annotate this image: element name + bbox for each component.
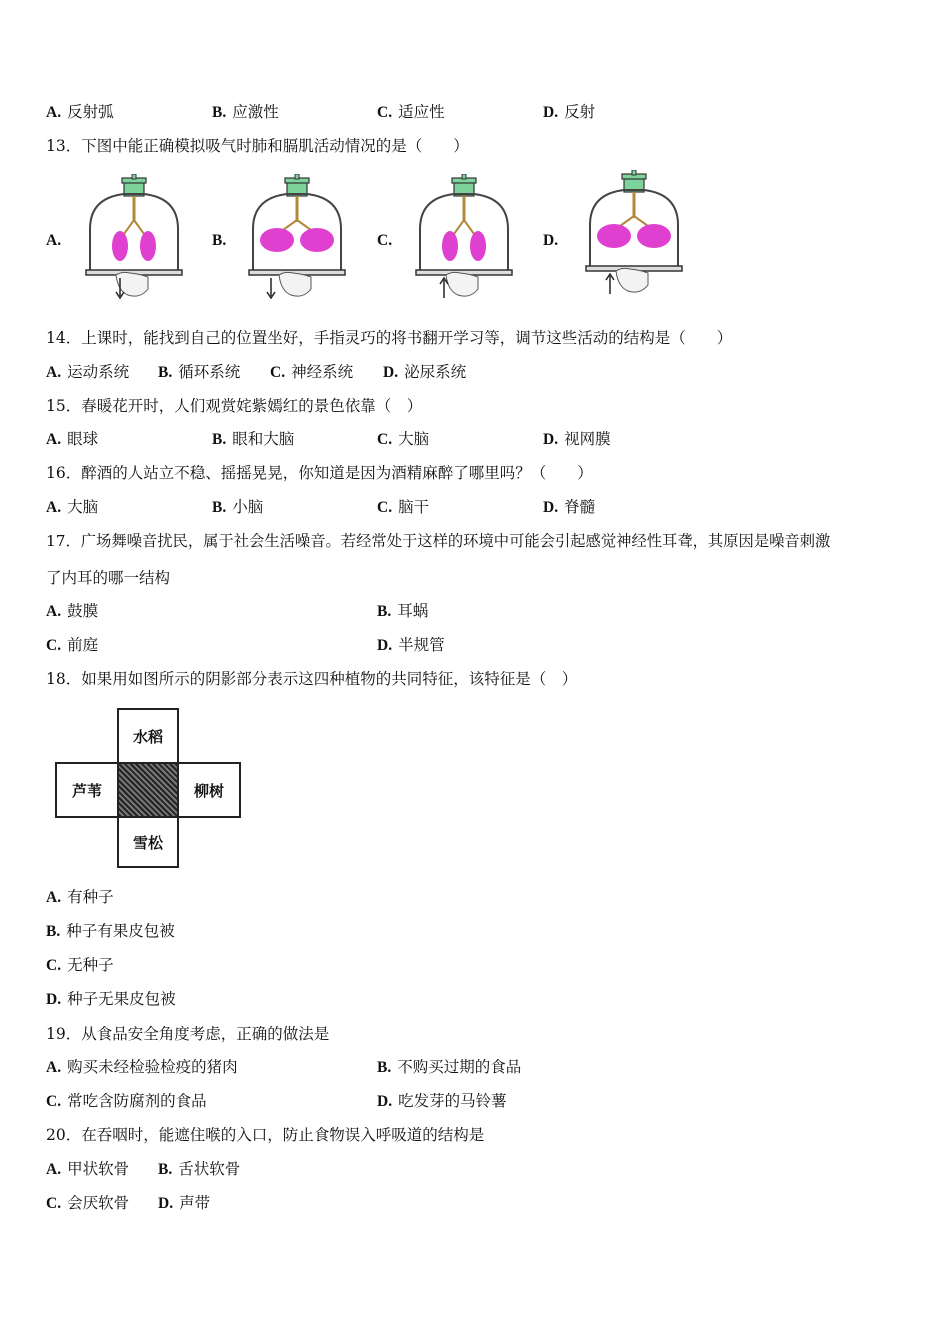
q20-option-c[interactable]: C. 会厌软骨 <box>46 1194 130 1212</box>
q12-option-a[interactable]: A. 反射弧 <box>46 103 114 121</box>
q17-option-a[interactable]: A. 鼓膜 <box>46 602 99 620</box>
q19-option-d[interactable]: D. 吃发芽的马铃薯 <box>377 1092 507 1110</box>
q14-stem: 14．上课时，能找到自己的位置坐好，手指灵巧的将书翻开学习等，调节这些活动的结构是（ ） <box>46 329 733 347</box>
bell-jar-diagram-c[interactable] <box>410 174 520 304</box>
q18-option-c[interactable]: C. 无种子 <box>46 956 114 974</box>
plant-feature-cross-diagram <box>55 708 241 868</box>
diagram-cell-bottom: 雪松 <box>117 816 179 868</box>
q15-option-d[interactable]: D. 视网膜 <box>543 430 611 448</box>
q20-stem: 20．在吞咽时，能遮住喉的入口，防止食物误入呼吸道的结构是 <box>46 1126 485 1144</box>
q19-option-a[interactable]: A. 购买未经检验检疫的猪肉 <box>46 1058 238 1076</box>
diagram-cell-top: 水稻 <box>117 708 179 764</box>
q14-option-d[interactable]: D. 泌尿系统 <box>383 363 467 381</box>
q14-option-c[interactable]: C. 神经系统 <box>270 363 354 381</box>
q15-option-b[interactable]: B. 眼和大脑 <box>212 430 295 448</box>
q12-option-d[interactable]: D. 反射 <box>543 103 596 121</box>
q18-option-b[interactable]: B. 种子有果皮包被 <box>46 922 175 940</box>
q17-stem-line-1: 17．广场舞噪音扰民，属于社会生活噪音。若经常处于这样的环境中可能会引起感觉神经性耳聋，其原因是噪音刺激 <box>46 532 831 550</box>
q18-stem: 18．如果用如图所示的阴影部分表示这四种植物的共同特征，该特征是（ ） <box>46 670 578 688</box>
q15-option-a[interactable]: A. 眼球 <box>46 430 99 448</box>
q17-stem-line-2: 了内耳的哪一结构 <box>46 569 171 587</box>
q17-option-b[interactable]: B. 耳蜗 <box>377 602 429 620</box>
q16-option-a[interactable]: A. 大脑 <box>46 498 99 516</box>
diagram-cell-left: 芦苇 <box>55 762 119 818</box>
q15-stem: 15．春暖花开时，人们观赏姹紫嫣红的景色依靠（ ） <box>46 397 423 415</box>
q15-option-c[interactable]: C. 大脑 <box>377 430 430 448</box>
q16-option-b[interactable]: B. 小脑 <box>212 498 264 516</box>
q12-option-b[interactable]: B. 应激性 <box>212 103 279 121</box>
q13-option-a-label[interactable]: A. <box>46 232 62 249</box>
q14-option-b[interactable]: B. 循环系统 <box>158 363 241 381</box>
q13-option-c-label[interactable]: C. <box>377 232 393 249</box>
q14-option-a[interactable]: A. 运动系统 <box>46 363 130 381</box>
diagram-shaded-center <box>117 762 179 818</box>
q16-stem: 16．醉酒的人站立不稳、摇摇晃晃，你知道是因为酒精麻醉了哪里吗？（ ） <box>46 464 593 482</box>
q19-option-b[interactable]: B. 不购买过期的食品 <box>377 1058 522 1076</box>
bell-jar-diagram-a[interactable] <box>80 174 190 304</box>
q20-option-b[interactable]: B. 舌状软骨 <box>158 1160 241 1178</box>
q13-stem: 13．下图中能正确模拟吸气时肺和膈肌活动情况的是（ ） <box>46 137 469 155</box>
diagram-cell-right: 柳树 <box>177 762 241 818</box>
q18-option-a[interactable]: A. 有种子 <box>46 888 114 906</box>
q18-option-d[interactable]: D. 种子无果皮包被 <box>46 990 176 1008</box>
q12-option-c[interactable]: C. 适应性 <box>377 103 445 121</box>
q17-option-c[interactable]: C. 前庭 <box>46 636 99 654</box>
q17-option-d[interactable]: D. 半规管 <box>377 636 445 654</box>
bell-jar-diagram-b[interactable] <box>243 174 353 304</box>
q20-option-d[interactable]: D. 声带 <box>158 1194 211 1212</box>
q16-option-c[interactable]: C. 脑干 <box>377 498 430 516</box>
bell-jar-diagram-d[interactable] <box>580 170 690 300</box>
q19-option-c[interactable]: C. 常吃含防腐剂的食品 <box>46 1092 207 1110</box>
q16-option-d[interactable]: D. 脊髓 <box>543 498 596 516</box>
q13-option-b-label[interactable]: B. <box>212 232 227 249</box>
q20-option-a[interactable]: A. 甲状软骨 <box>46 1160 130 1178</box>
q13-option-d-label[interactable]: D. <box>543 232 559 249</box>
q19-stem: 19．从食品安全角度考虑，正确的做法是 <box>46 1025 330 1043</box>
